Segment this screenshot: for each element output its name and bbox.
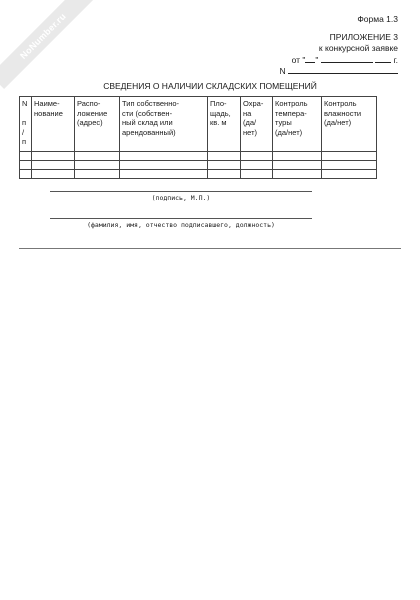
table-cell [208, 152, 241, 161]
year-blank [375, 53, 391, 63]
table-cell [20, 161, 32, 170]
signature-caption: (подпись, М.П.) [151, 194, 211, 202]
table-cell [20, 152, 32, 161]
table-cell [75, 170, 120, 179]
day-blank [305, 53, 315, 63]
table-cell [20, 170, 32, 179]
table-cell [322, 152, 377, 161]
table-row [20, 152, 377, 161]
form-number: Форма 1.3 [357, 14, 398, 24]
table-cell [322, 170, 377, 179]
appendix-header [319, 32, 398, 54]
table-cell [241, 152, 273, 161]
col-header-location: Распо- ложение (адрес) [75, 97, 120, 152]
table-row [20, 170, 377, 179]
bottom-divider [19, 248, 401, 249]
table-cell [208, 170, 241, 179]
signature-line [50, 191, 312, 192]
table-cell [75, 161, 120, 170]
appendix-subtitle: к конкурсной заявке [318, 43, 398, 53]
table-cell [273, 170, 322, 179]
table-row [20, 161, 377, 170]
col-header-security: Охра- на (да/ нет) [241, 97, 273, 152]
date-suffix: г. [393, 55, 398, 65]
table-cell [32, 161, 75, 170]
document-title: СВЕДЕНИЯ О НАЛИЧИИ СКЛАДСКИХ ПОМЕЩЕНИЙ [103, 81, 317, 91]
table-cell [120, 161, 208, 170]
date-prefix: от " [291, 55, 306, 65]
number-line [279, 64, 398, 76]
table-header-row [20, 97, 377, 152]
table-cell [208, 161, 241, 170]
name-line [50, 218, 312, 219]
table-cell [273, 161, 322, 170]
number-prefix: N [279, 66, 286, 76]
appendix-title: ПРИЛОЖЕНИЕ 3 [329, 32, 398, 42]
number-blank [288, 64, 398, 74]
table-cell [75, 152, 120, 161]
warehouse-table [19, 96, 377, 179]
col-header-humidity: Контроль влажности (да/нет) [322, 97, 377, 152]
table-cell [32, 152, 75, 161]
col-header-area: Пло- щадь, кв. м [208, 97, 241, 152]
table-cell [322, 161, 377, 170]
table-cell [241, 161, 273, 170]
table-cell [120, 152, 208, 161]
date-mid: " [315, 55, 319, 65]
table-cell [120, 170, 208, 179]
col-header-name: Наиме- нование [32, 97, 75, 152]
col-header-temperature: Контроль темпера- туры (да/нет) [273, 97, 322, 152]
month-blank [321, 53, 373, 63]
table-cell [241, 170, 273, 179]
col-header-ownership: Тип собственно- сти (собствен- ный склад или арендованный) [120, 97, 208, 152]
name-caption: (фамилия, имя, отчество подписавшего, должность) [87, 221, 275, 229]
table-cell [273, 152, 322, 161]
watermark: NoNumber.ru [0, 0, 96, 89]
col-header-number: N п / п [20, 97, 32, 152]
table-cell [32, 170, 75, 179]
